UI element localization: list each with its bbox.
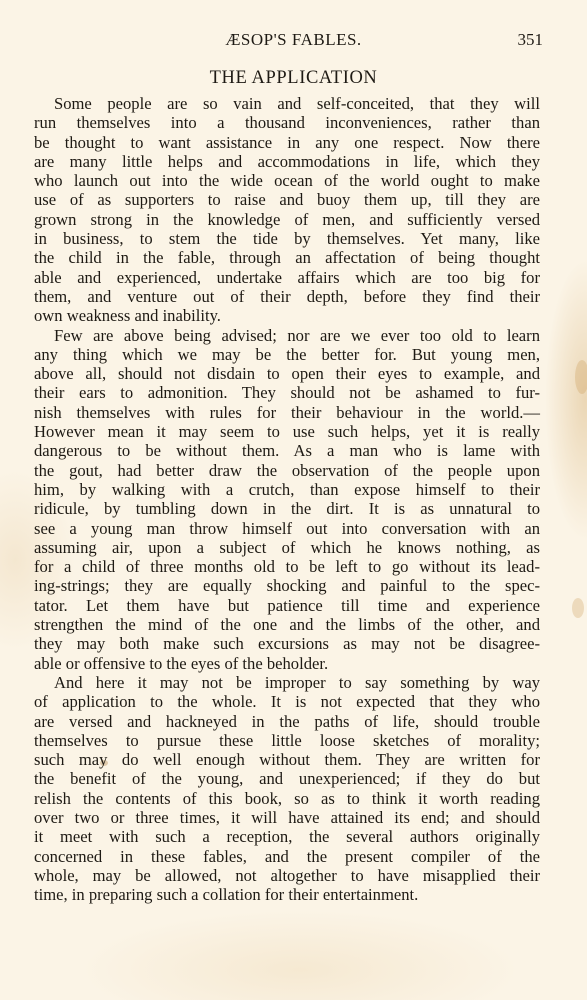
text-line: assuming air, upon a subject of which he knows nothing, as	[34, 537, 540, 557]
text-line: able or offensive to the eyes of the beholder.	[34, 653, 329, 673]
text-line: ridicule, by tumbling down in the dirt. It is as unnatural to	[34, 499, 540, 519]
text-line: such may do well enough without them. They are written for	[34, 750, 540, 770]
text-line: Few are above being advised; nor are we ever too old to learn	[54, 325, 540, 345]
text-line: who launch out into the wide ocean of the world ought to make	[34, 171, 540, 191]
text-line: themselves to pursue these little loose sketches of morality;	[34, 730, 540, 750]
text-line: run themselves into a thousand inconveniences, rather than	[34, 113, 540, 133]
text-line: them, and venture out of their depth, before they find their	[34, 286, 540, 306]
foxing-stain	[575, 360, 587, 394]
text-line: And here it may not be improper to say something by way	[54, 672, 540, 692]
text-line: dangerous to be without them. As a man who is lame with	[34, 441, 540, 461]
paragraph	[34, 326, 540, 673]
text-line: of application to the whole. It is not expected that they who	[34, 692, 540, 712]
running-title: ÆSOP'S FABLES.	[225, 30, 362, 49]
text-line: own weakness and inability.	[34, 306, 221, 326]
text-line: able and experienced, undertake affairs which are too big for	[34, 267, 540, 287]
text-line: they may both make such excursions as may not be disagree-	[34, 634, 540, 654]
text-line: over two or three times, it will have attained its end; and should	[34, 807, 540, 827]
paragraph	[34, 94, 540, 326]
text-line: any thing which we may be the better for. But young men,	[34, 344, 540, 364]
text-line: their ears to admonition. They should not be ashamed to fur-	[34, 383, 540, 403]
text-line: time, in preparing such a collation for their entertainment.	[34, 885, 419, 905]
text-line: above all, should not disdain to open their eyes to example, and	[34, 364, 540, 384]
text-line: nish themselves with rules for their behaviour in the world.—	[34, 402, 540, 422]
text-line: see a young man throw himself out into conversation with an	[34, 518, 540, 538]
text-line: the benefit of the young, and unexperienced; if they do but	[34, 769, 540, 789]
text-line: whole, may be allowed, not altogether to have misapplied their	[34, 865, 540, 885]
text-line: are versed and hackneyed in the paths of life, should trouble	[34, 711, 540, 731]
text-line: the gout, had better draw the observation of the people upon	[34, 460, 540, 480]
text-line: However mean it may seem to use such helps, yet it is really	[34, 422, 540, 442]
page-number: 351	[517, 30, 543, 49]
text-line: it meet with such a reception, the several authors originally	[34, 827, 540, 847]
foxing-stain	[572, 598, 584, 618]
text-line: use of as supporters to raise and buoy them up, till they are	[34, 190, 540, 210]
text-line: Some people are so vain and self-conceited, that they will	[54, 94, 540, 113]
text-line: strengthen the mind of the one and the limbs of the other, and	[34, 615, 540, 635]
text-line: him, by walking with a crutch, than expose himself to their	[34, 479, 540, 499]
section-title: THE APPLICATION	[209, 68, 378, 88]
text-line: relish the contents of this book, so as to think it worth reading	[34, 788, 540, 808]
text-line: be thought to want assistance in any one respect. Now there	[34, 132, 540, 152]
text-line: grown strong in the knowledge of men, and sufficiently versed	[34, 209, 540, 229]
text-line: ing-strings; they are equally shocking and painful to the spec-	[34, 576, 540, 596]
body-text	[34, 94, 540, 904]
paragraph	[34, 673, 540, 905]
text-line: for a child of three months old to be left to go without its lead-	[34, 557, 540, 577]
text-line: in business, to stem the tide by themselves. Yet many, like	[34, 229, 540, 249]
text-line: concerned in these fables, and the present compiler of the	[34, 846, 540, 866]
text-line: the child in the fable, through an affectation of being thought	[34, 248, 540, 268]
text-line: are many little helps and accommodations in life, which they	[34, 151, 540, 171]
running-head	[0, 30, 587, 56]
text-line: tator. Let them have but patience till time and experience	[34, 595, 540, 615]
